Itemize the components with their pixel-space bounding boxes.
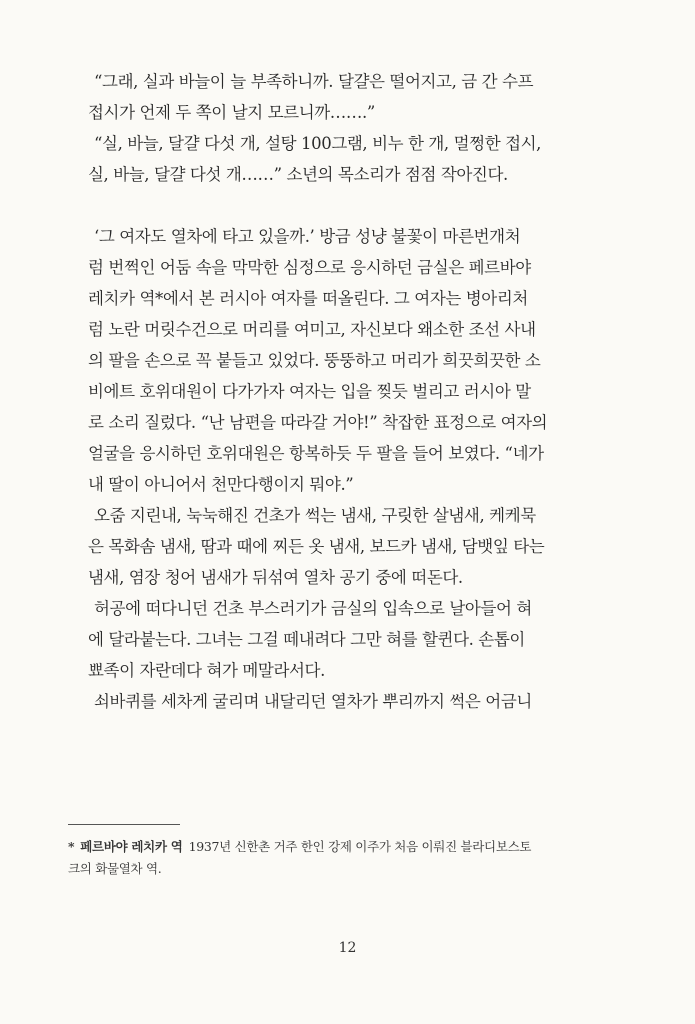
text-line: 로 소리 질렀다. “난 남편을 따라갈 거야!” 착잡한 표정으로 여자의 bbox=[88, 413, 548, 432]
text-line: 뾰족이 자란데다 혀가 메말라서다. bbox=[88, 661, 325, 680]
text-line: 럼 노란 머릿수건으로 머리를 여미고, 자신보다 왜소한 조선 사내 bbox=[88, 320, 536, 339]
text-line: “실, 바늘, 달걀 다섯 개, 설탕 100그램, 비누 한 개, 멀쩡한 접시, bbox=[94, 134, 542, 153]
text-line: 비에트 호위대원이 다가가자 여자는 입을 찢듯 벌리고 러시아 말 bbox=[88, 382, 531, 401]
paragraph-1 bbox=[88, 66, 608, 128]
footnote-mark: * bbox=[68, 839, 75, 854]
text-line: 쇠바퀴를 세차게 굴리며 내달리던 열차가 뿌리까지 썩은 어금니 bbox=[94, 692, 532, 711]
text-line: “그래, 실과 바늘이 늘 부족하니까. 달걀은 떨어지고, 금 간 수프 bbox=[94, 72, 534, 91]
paragraph-4 bbox=[88, 500, 608, 593]
text-line: 내 딸이 아니어서 천만다행이지 뭐야.” bbox=[88, 475, 354, 494]
paragraph-6 bbox=[88, 686, 608, 717]
text-line: 레치카 역*에서 본 러시아 여자를 떠올린다. 그 여자는 병아리처 bbox=[88, 289, 528, 308]
text-line: 럼 번쩍인 어둠 속을 막막한 심정으로 응시하던 금실은 페르바야 bbox=[88, 258, 531, 277]
footnote-term: 페르바야 레치카 역 bbox=[80, 839, 183, 854]
text-line: 실, 바늘, 달걀 다섯 개……” 소년의 목소리가 점점 작아진다. bbox=[88, 165, 508, 184]
text-line: 오줌 지린내, 눅눅해진 건초가 썩는 냄새, 구릿한 살냄새, 케케묵 bbox=[94, 506, 536, 525]
text-line: 은 목화솜 냄새, 땀과 때에 찌든 옷 냄새, 보드카 냄새, 담뱃잎 타는 bbox=[88, 537, 545, 556]
text-line: 의 팔을 손으로 꼭 붙들고 있었다. 뚱뚱하고 머리가 희끗희끗한 소 bbox=[88, 351, 541, 370]
text-line: 얼굴을 응시하던 호위대원은 항복하듯 두 팔을 들어 보였다. “네가 bbox=[88, 444, 544, 463]
text-line: 에 달라붙는다. 그녀는 그걸 떼내려다 그만 혀를 할퀸다. 손톱이 bbox=[88, 630, 525, 649]
page-number: 12 bbox=[338, 940, 357, 956]
text-line: 허공에 떠다니던 건초 부스러기가 금실의 입속으로 날아들어 혀 bbox=[94, 599, 532, 618]
footnote-line: 크의 화물열차 역. bbox=[68, 861, 162, 876]
body-text bbox=[88, 66, 608, 717]
footnote-line bbox=[68, 836, 628, 858]
paragraph-5 bbox=[88, 593, 608, 686]
section-break bbox=[88, 190, 608, 221]
text-line: ‘그 여자도 열차에 타고 있을까.’ 방금 성냥 불꽃이 마른번개처 bbox=[94, 227, 521, 246]
footnote bbox=[68, 836, 628, 880]
paragraph-3 bbox=[88, 221, 608, 500]
footnote-divider bbox=[68, 824, 180, 825]
text-line: 냄새, 염장 청어 냄새가 뒤섞여 열차 공기 중에 떠돈다. bbox=[88, 568, 463, 587]
paragraph-2 bbox=[88, 128, 608, 190]
footnote-text: 1937년 신한촌 거주 한인 강제 이주가 처음 이뤄진 블라디보스토 bbox=[188, 839, 532, 854]
text-line: 접시가 언제 두 쪽이 날지 모르니까…….” bbox=[88, 103, 375, 122]
